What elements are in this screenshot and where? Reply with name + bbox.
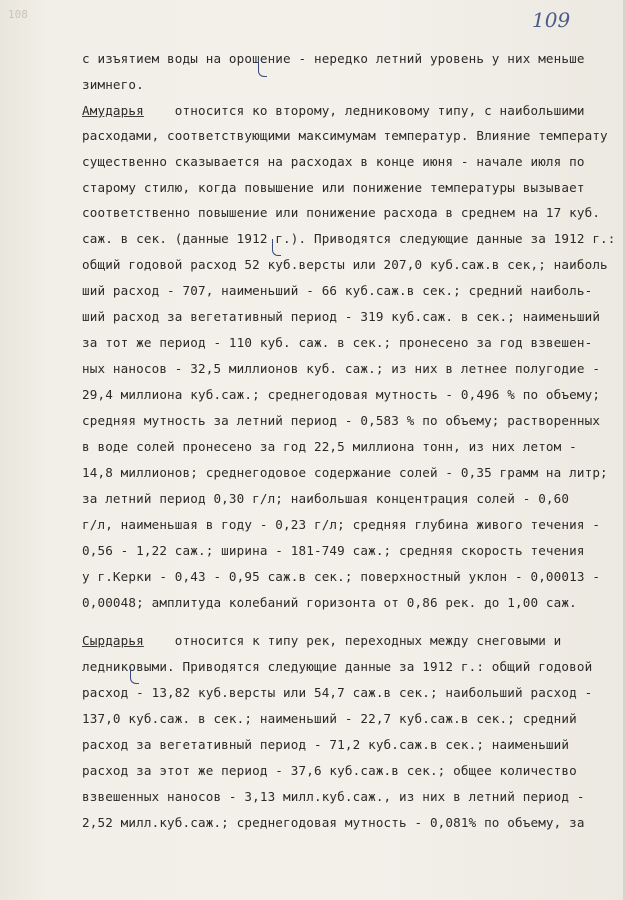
text-line: [82, 633, 561, 649]
text-line: ший расход - 707, наименьший - 66 куб.саж.в сек.; средний наиболь-: [82, 283, 593, 298]
text-line: существенно сказывается на расходах в конце июня - начале июля по: [82, 154, 585, 169]
text-line: 0,56 - 1,22 саж.; ширина - 181-749 саж.; средняя скорость течения: [82, 543, 585, 558]
text-line: зимнего.: [82, 77, 144, 92]
text-line: в воде солей пронесено за год 22,5 миллиона тонн, из них летом -: [82, 439, 577, 454]
text-span: относится к типу рек, переходных между снеговыми и: [143, 633, 562, 648]
text-line: расход за этот же период - 37,6 куб.саж.в сек.; общее количество: [82, 763, 577, 778]
text-line: 0,00048; амплитуда колебаний горизонта от 0,86 рек. до 1,00 саж.: [82, 595, 577, 610]
faint-page-number: 108: [8, 8, 28, 21]
text-line: ший расход за вегетативный период - 319 куб.саж. в сек.; наименьший: [82, 309, 601, 324]
text-line: г/л, наименьшая в году - 0,23 г/л; средняя глубина живого течения -: [82, 517, 601, 532]
heading-syrdarya: Сырдарья: [82, 633, 144, 648]
text-line: с изъятием воды на орошение - нередко летний уровень у них меньше: [82, 51, 585, 66]
text-line: [82, 103, 585, 119]
heading-amudarya: Амударья: [82, 103, 144, 118]
text-line: старому стилю, когда повышение или понижение температуры вызывает: [82, 180, 585, 195]
text-line: ных наносов - 32,5 миллионов куб. саж.; из них в летнее полугодие -: [82, 361, 601, 376]
text-line: средняя мутность за летний период - 0,583 % по объему; растворенных: [82, 413, 601, 428]
text-span: относится ко второму, ледниковому типу, с наибольшими: [143, 103, 585, 118]
handwritten-mark: [258, 60, 267, 77]
text-line: соответственно повышение или понижение расхода в среднем на 17 куб.: [82, 205, 601, 220]
text-line: расход за вегетативный период - 71,2 куб.саж.в сек.; наименьший: [82, 737, 570, 752]
text-line: общий годовой расход 52 куб.версты или 207,0 куб.саж.в сек,; наиболь: [82, 257, 608, 272]
handwritten-mark: [272, 239, 281, 256]
text-line: ледниковыми. Приводятся следующие данные за 1912 г.: общий годовой: [82, 659, 593, 674]
text-line: саж. в сек. (данные 1912 г.). Приводятся следующие данные за 1912 г.:: [82, 231, 616, 246]
text-line: расход - 13,82 куб.версты или 54,7 саж.в сек.; наибольший расход -: [82, 685, 593, 700]
text-line: 14,8 миллионов; среднегодовое содержание солей - 0,35 грамм на литр;: [82, 465, 608, 480]
text-line: взвешенных наносов - 3,13 милл.куб.саж., из них в летний период -: [82, 789, 585, 804]
handwritten-mark: [130, 667, 139, 684]
text-line: расходами, соответствующими максимумам температур. Влияние температу: [82, 128, 608, 143]
text-line: за летний период 0,30 г/л; наибольшая концентрация солей - 0,60: [82, 491, 570, 506]
text-line: за тот же период - 110 куб. саж. в сек.; пронесено за год взвешен-: [82, 335, 593, 350]
text-line: 29,4 миллиона куб.саж.; среднегодовая мутность - 0,496 % по объему;: [82, 387, 601, 402]
text-line: у г.Керки - 0,43 - 0,95 саж.в сек.; поверхностный уклон - 0,00013 -: [82, 569, 601, 584]
text-line: 2,52 милл.куб.саж.; среднегодовая мутность - 0,081% по объему, за: [82, 815, 585, 830]
text-line: 137,0 куб.саж. в сек.; наименьший - 22,7 куб.саж.в сек.; средний: [82, 711, 577, 726]
page-number: 109: [532, 8, 571, 32]
